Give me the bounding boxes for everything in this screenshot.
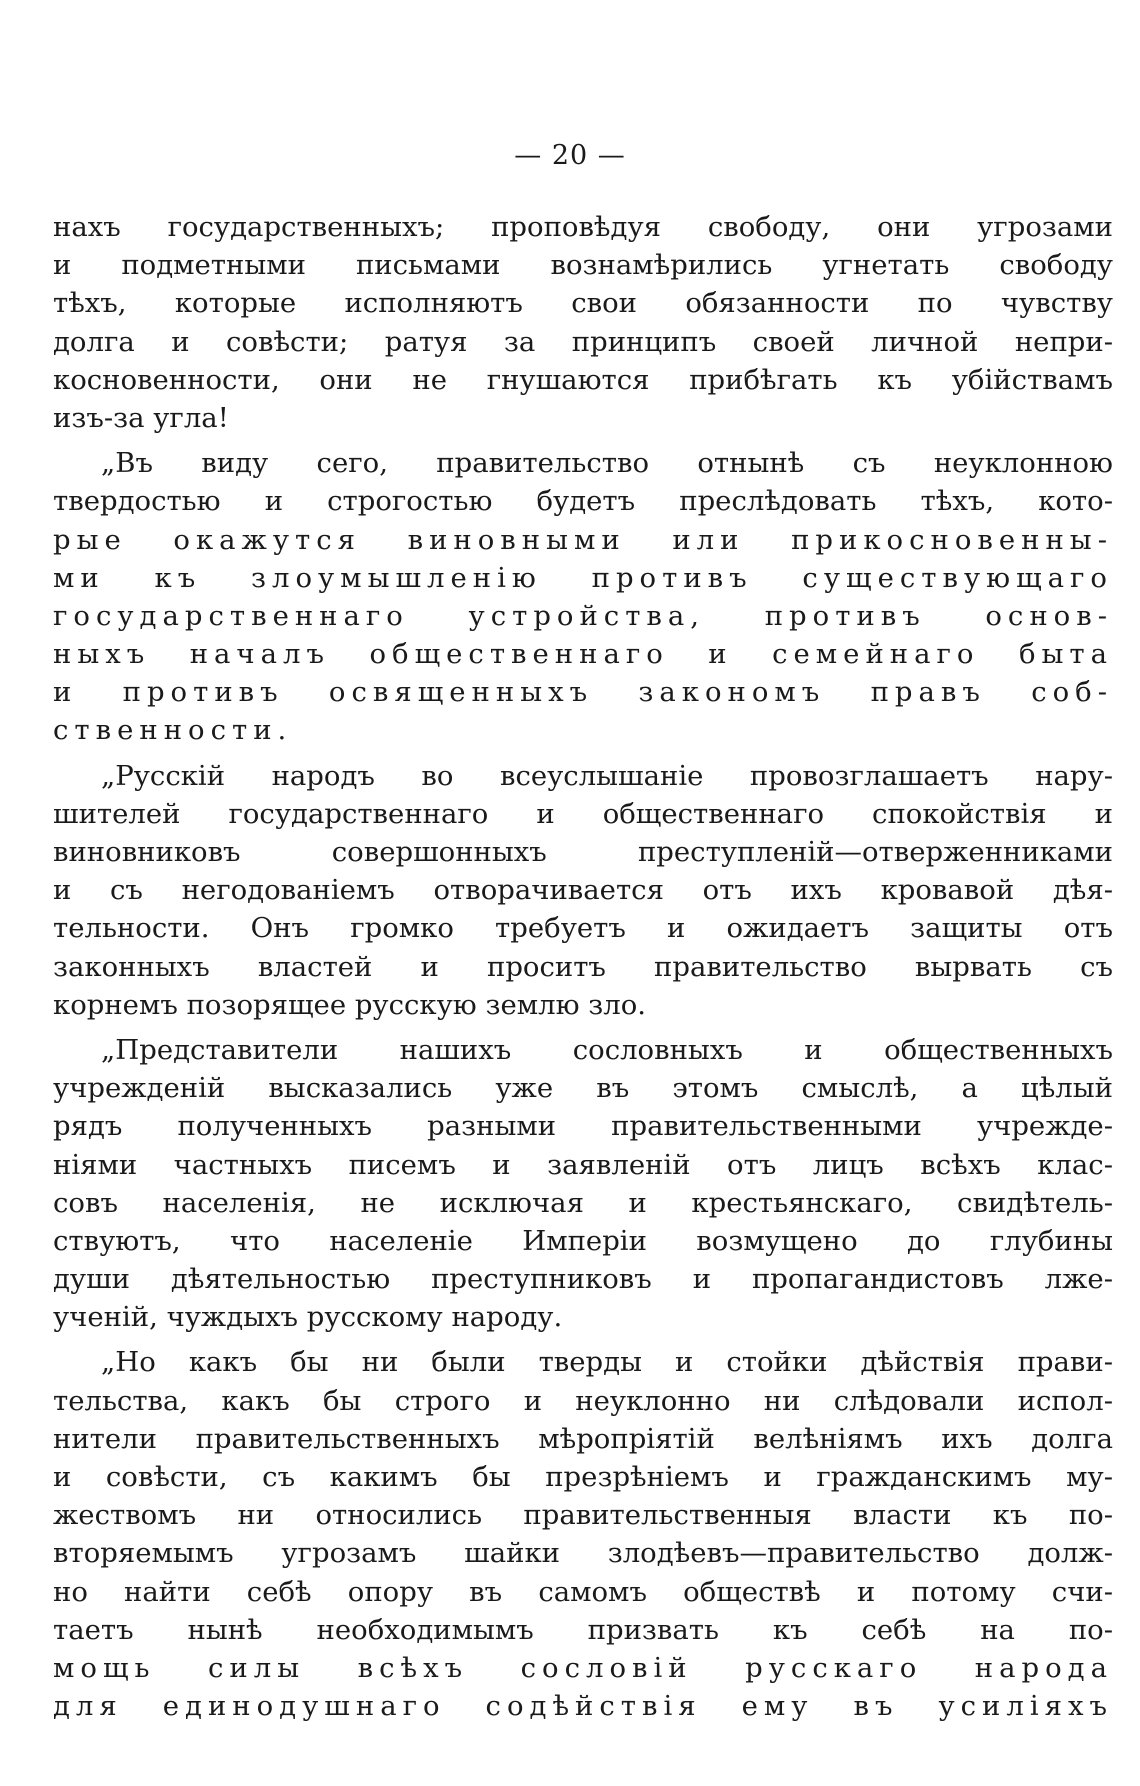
- text-line: для единодушнаго содѣйствія ему въ усиліяхъ: [53, 1690, 1113, 1723]
- text-line: тельности. Онъ громко требуетъ и ожидаетъ защиты отъ: [53, 912, 1113, 945]
- text-line: долга и совѣсти; ратуя за принципъ своей личной непри-: [53, 325, 1113, 358]
- text-line: тѣхъ, которые исполняютъ свои обязанности по чувству: [53, 287, 1113, 320]
- text-line: нахъ государственныхъ; проповѣдуя свободу, они угрозами: [53, 211, 1113, 243]
- text-line: ныхъ началъ общественнаго и семейнаго быта: [53, 638, 1113, 671]
- text-line: учрежденій высказались уже въ этомъ смыслѣ, а цѣлый: [53, 1072, 1113, 1105]
- text-line: косновенности, они не гнушаются прибѣгать къ убійствамъ: [53, 363, 1113, 396]
- text-line: и совѣсти, съ какимъ бы презрѣніемъ и гражданскимъ му-: [53, 1461, 1113, 1493]
- text-line: „Представители нашихъ сословныхъ и общественныхъ: [101, 1033, 1113, 1066]
- text-line: ственности.: [53, 714, 293, 747]
- text-line: ми къ злоумышленію противъ существующаго: [53, 561, 1113, 594]
- page-number: — 20 —: [514, 140, 626, 171]
- text-line: твердостью и строгостью будетъ преслѣдовать тѣхъ, кото-: [53, 485, 1113, 518]
- text-line: „Но какъ бы ни были тверды и стойки дѣйствія прави-: [101, 1346, 1113, 1379]
- text-line: тельства, какъ бы строго и неуклонно ни слѣдовали испол-: [53, 1384, 1113, 1417]
- body-text: [53, 208, 1113, 1725]
- text-line: ученій, чуждыхъ русскому народу.: [53, 1301, 563, 1334]
- text-line: но найти себѣ опору въ самомъ обществѣ и потому счи-: [53, 1575, 1113, 1608]
- text-line: нители правительственныхъ мѣропріятій велѣніямъ ихъ долга: [53, 1422, 1113, 1455]
- text-line: и противъ освященныхъ закономъ правъ соб-: [53, 676, 1113, 709]
- text-line: и подметными письмами вознамѣрились угнетать свободу: [53, 249, 1113, 282]
- text-line: корнемъ позорящее русскую землю зло.: [53, 988, 647, 1021]
- text-line: ніями частныхъ писемъ и заявленій отъ лицъ всѣхъ клас-: [53, 1148, 1113, 1181]
- text-line: таетъ нынѣ необходимымъ призвать къ себѣ на по-: [53, 1613, 1113, 1646]
- text-line: законныхъ властей и проситъ правительство вырвать съ: [53, 950, 1113, 983]
- text-line: и съ негодованіемъ отворачивается отъ ихъ кровавой дѣя-: [53, 874, 1113, 907]
- text-line: души дѣятельностью преступниковъ и пропагандистовъ лже-: [53, 1263, 1113, 1296]
- text-line: государственнаго устройства, противъ основ-: [53, 599, 1113, 632]
- text-line: жествомъ ни относились правительственныя власти къ по-: [53, 1499, 1113, 1532]
- text-line: рядъ полученныхъ разными правительственными учрежде-: [53, 1110, 1113, 1143]
- text-line: „Въ виду сего, правительство отнынѣ съ неуклонною: [101, 447, 1113, 480]
- text-line: „Русскій народъ во всеуслышаніе провозглашаетъ нару-: [101, 759, 1113, 792]
- text-line: рые окажутся виновными или прикосновенны-: [53, 523, 1113, 556]
- text-line: изъ-за угла!: [53, 401, 229, 434]
- text-line: совъ населенія, не исключая и крестьянскаго, свидѣтель-: [53, 1186, 1113, 1219]
- text-line: ствуютъ, что населеніе Имперіи возмущено до глубины: [53, 1224, 1113, 1257]
- text-line: шителей государственнаго и общественнаго спокойствія и: [53, 797, 1113, 830]
- text-line: вторяемымъ угрозамъ шайки злодѣевъ—правительство долж-: [53, 1537, 1113, 1570]
- text-line: мощь силы всѣхъ сословій русскаго народа: [53, 1651, 1113, 1684]
- text-line: виновниковъ совершонныхъ преступленій—отверженниками: [53, 836, 1113, 868]
